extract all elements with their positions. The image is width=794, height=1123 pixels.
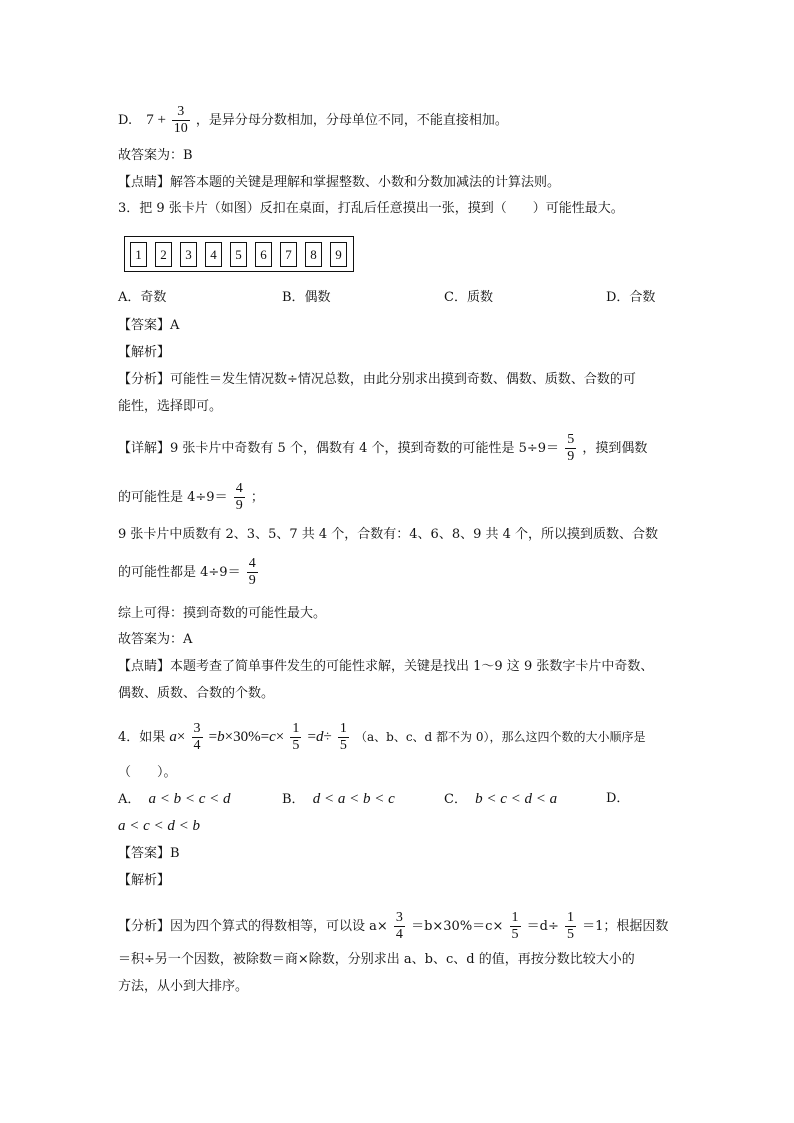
xiangjie-line-2: 的可能性是 4÷9＝ $\frac{4}{9}$ ；: [118, 481, 264, 513]
fenxi-line-1: 【分析】可能性＝发生情况数÷情况总数，由此分别求出摸到奇数、偶数、质数、合数的可: [118, 372, 636, 387]
fraction-3-4: $\frac{3}{4}$: [395, 910, 403, 942]
option-d: a < c < d < b: [118, 818, 201, 834]
fraction-4-9: $\frac{4}{9}$: [248, 556, 256, 588]
xiangjie-line-3: 9 张卡片中质数有 2、3、5、7 共 4 个，合数有：4、6、8、9 共 4 个，所以摸到质数、合数: [118, 527, 659, 542]
fraction-3-4: $\frac{3}{4}$: [193, 721, 201, 753]
card: 8: [305, 242, 322, 267]
fenxi-line-2: 能性，选择即可。: [118, 399, 223, 414]
option-d-line: [118, 104, 508, 137]
option-label: D.: [118, 113, 133, 128]
option-a: A． a < b < c < d: [118, 791, 231, 807]
card: 7: [280, 242, 297, 267]
answer-line: 故答案为：A: [118, 632, 193, 647]
summary-line: 综上可得：摸到奇数的可能性最大。: [118, 606, 327, 621]
dianjing-line: 【点睛】解答本题的关键是理解和掌握整数、小数和分数加减法的计算法则。: [118, 175, 561, 190]
answer-line: 故答案为：B: [118, 148, 193, 163]
fraction-4-9: $\frac{4}{9}$: [235, 481, 243, 513]
xiangjie-line-4: 的可能性都是 4÷9＝ $\frac{4}{9}$: [118, 556, 256, 588]
fraction-1-5: $\frac{1}{5}$: [567, 910, 574, 942]
question-3-stem: 3．把 9 张卡片（如图）反扣在桌面，打乱后任意摸出一张，摸到（ ）可能性最大。: [118, 201, 624, 216]
xiangjie-line-1: 【详解】9 张卡片中奇数有 5 个，偶数有 4 个，摸到奇数的可能性是 5÷9＝ $\frac{5}{9}$ ，摸到偶数: [118, 432, 648, 464]
fraction-5-9: $\frac{5}{9}$: [567, 432, 575, 464]
fenxi-line-1: 【分析】因为四个算式的得数相等，可以设 a× $\frac{3}{4}$ ＝b×30%＝c× $\frac{1}{5}$ ＝d÷ $\frac{1}{5}$ ＝1；根据因数: [118, 910, 669, 942]
card: 6: [255, 242, 272, 267]
answer-tag: 【答案】A: [118, 318, 180, 333]
option-a: A．奇数: [118, 290, 167, 305]
card: 5: [230, 242, 247, 267]
card: 3: [180, 242, 197, 267]
option-text: ，是异分母分数相加，分母单位不同，不能直接相加。: [195, 113, 508, 128]
fraction-1-5: $\frac{1}{5}$: [339, 721, 347, 753]
dianjing-line-2: 偶数、质数、合数的个数。: [118, 686, 275, 701]
fenxi-line-3: 方法，从小到大排序。: [118, 979, 249, 994]
fraction-1-5: $\frac{1}{5}$: [511, 910, 519, 942]
card: 2: [155, 242, 172, 267]
math-expression: 7 +: [146, 112, 166, 128]
fraction-3-10: $\frac{3}{10}$: [173, 104, 188, 136]
jiexi-tag: 【解析】: [118, 345, 171, 360]
option-c: C．质数: [444, 290, 493, 305]
card-strip: [124, 236, 354, 272]
question-4-stem: 4．如果 a× $\frac{3}{4}$ =b×30%=c× $\frac{1}{5}$ =d÷ $\frac{1}{5}$ （a、b、c、d 都不为 0），那么这四个数的大小顺序是: [118, 721, 646, 753]
option-d: D．合数: [606, 290, 656, 305]
answer-tag: 【答案】B: [118, 846, 180, 861]
question-4-stem-line-2: （ ）。: [118, 765, 177, 780]
fenxi-line-2: ＝积÷另一个因数，被除数＝商×除数，分别求出 a、b、c、d 的值，再按分数比较大小的: [118, 952, 635, 967]
fraction-1-5: $\frac{1}{5}$: [292, 721, 300, 753]
card: 9: [330, 242, 347, 267]
option-d-label: D．: [606, 791, 630, 806]
card: 1: [130, 242, 147, 267]
jiexi-tag: 【解析】: [118, 873, 171, 888]
card: 4: [205, 242, 222, 267]
option-c: C． b < c < d < a: [444, 791, 558, 807]
option-b: B．偶数: [282, 290, 331, 305]
option-b: B． d < a < b < c: [282, 791, 395, 807]
dianjing-line-1: 【点睛】本题考查了简单事件发生的可能性求解，关键是找出 1～9 这 9 张数字卡片中奇数、: [118, 659, 654, 674]
